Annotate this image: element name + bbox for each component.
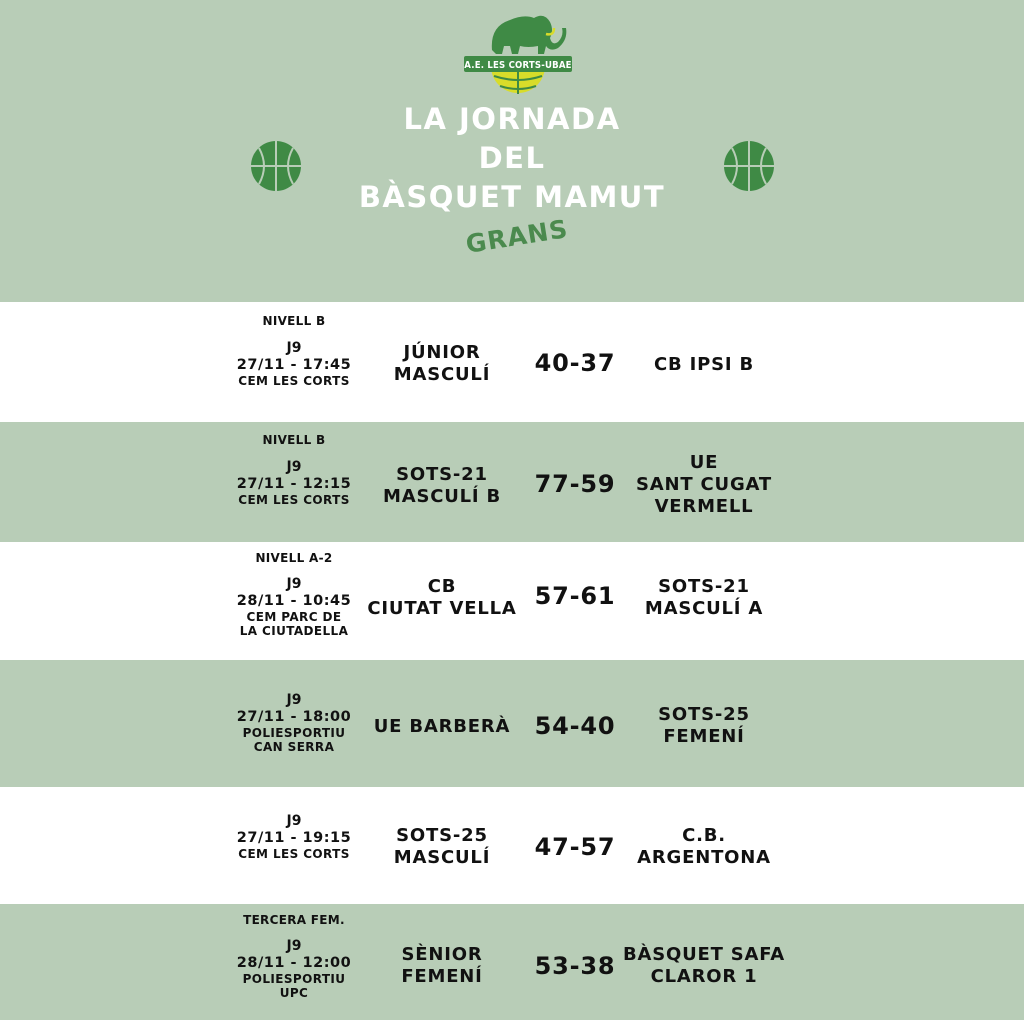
basketball-left-icon [249, 139, 303, 193]
home-team-line: SÈNIOR [401, 944, 483, 965]
away-team-line: MASCULÍ A [644, 598, 764, 619]
home-team-line: CIUTAT VELLA [367, 598, 517, 619]
home-team-line: JÚNIOR [403, 342, 481, 363]
match-level: NIVELL A-2 [255, 551, 333, 565]
away-team [608, 354, 800, 376]
away-team-line: SOTS-25 [658, 704, 750, 725]
title-line-2: DEL [478, 141, 546, 175]
match-datetime: 27/11 - 18:00 [236, 709, 352, 725]
logo-text: A.E. LES CORTS-UBAE [464, 60, 572, 71]
away-team [608, 576, 800, 620]
match-level: NIVELL B [262, 433, 326, 447]
match-round: J9 [286, 813, 302, 829]
away-team-line: BÀSQUET SAFA [622, 944, 786, 965]
match-venue: LA CIUTADELLA [239, 624, 349, 638]
match-venue: UPC [279, 986, 309, 1000]
match-venue: POLIESPORTIU [242, 972, 346, 986]
title-line-1: LA JORNADA [403, 102, 621, 136]
home-team-line: SOTS-25 [396, 825, 488, 846]
away-team-line: UE [689, 452, 719, 473]
match-venue: CAN SERRA [253, 740, 335, 754]
away-team-line: VERMELL [654, 496, 754, 517]
away-team [608, 825, 800, 869]
title-line-3: BÀSQUET MAMUT [358, 180, 666, 214]
match-datetime: 27/11 - 12:15 [236, 476, 352, 492]
away-team-line: CB IPSI B [654, 354, 754, 375]
home-team [352, 825, 532, 869]
match-datetime: 27/11 - 17:45 [236, 357, 352, 373]
header [0, 0, 1024, 302]
away-team [608, 452, 800, 518]
away-team-line: CLAROR 1 [650, 966, 758, 987]
match-row [0, 422, 1024, 542]
match-score: 57-61 [534, 582, 616, 610]
match-venue: CEM LES CORTS [238, 374, 350, 388]
match-score: 47-57 [534, 833, 616, 861]
match-level: TERCERA FEM. [243, 913, 345, 927]
match-row [0, 542, 1024, 660]
match-score: 40-37 [534, 349, 616, 377]
match-venue: CEM PARC DE [246, 610, 342, 624]
match-score: 77-59 [534, 470, 616, 498]
home-team [352, 342, 532, 386]
match-round: J9 [286, 340, 302, 356]
match-venue: CEM LES CORTS [238, 493, 350, 507]
away-team-line: ARGENTONA [637, 847, 771, 868]
match-round: J9 [286, 459, 302, 475]
match-datetime: 28/11 - 10:45 [236, 593, 352, 609]
home-team [352, 944, 532, 988]
home-team-line: MASCULÍ [393, 364, 491, 385]
home-team [352, 464, 532, 508]
subtitle: GRANS [463, 214, 571, 259]
match-row [0, 660, 1024, 787]
away-team-line: SOTS-21 [658, 576, 750, 597]
away-team-line: C.B. [682, 825, 726, 846]
home-team-line: UE BARBERÀ [373, 716, 511, 737]
match-level: NIVELL B [262, 314, 326, 328]
home-team-line: MASCULÍ B [383, 486, 501, 507]
away-team [608, 704, 800, 748]
home-team [352, 716, 532, 738]
away-team [608, 944, 800, 988]
match-datetime: 28/11 - 12:00 [236, 955, 352, 971]
match-venue: CEM LES CORTS [238, 847, 350, 861]
match-row [0, 904, 1024, 1020]
match-round: J9 [286, 576, 302, 592]
match-round: J9 [286, 938, 302, 954]
match-round: J9 [286, 692, 302, 708]
away-team-line: FEMENÍ [663, 726, 745, 747]
home-team-line: SOTS-21 [396, 464, 488, 485]
away-team-line: SANT CUGAT [636, 474, 772, 495]
match-row [0, 302, 1024, 422]
match-score: 53-38 [534, 952, 616, 980]
home-team-line: MASCULÍ [393, 847, 491, 868]
basketball-right-icon [722, 139, 776, 193]
home-team [352, 576, 532, 620]
home-team-line: CB [427, 576, 457, 597]
match-datetime: 27/11 - 19:15 [236, 830, 352, 846]
mammoth-logo-icon [462, 6, 574, 96]
club-logo [462, 6, 574, 96]
home-team-line: FEMENÍ [401, 966, 483, 987]
match-venue: POLIESPORTIU [242, 726, 346, 740]
match-row [0, 787, 1024, 904]
match-score: 54-40 [534, 712, 616, 740]
